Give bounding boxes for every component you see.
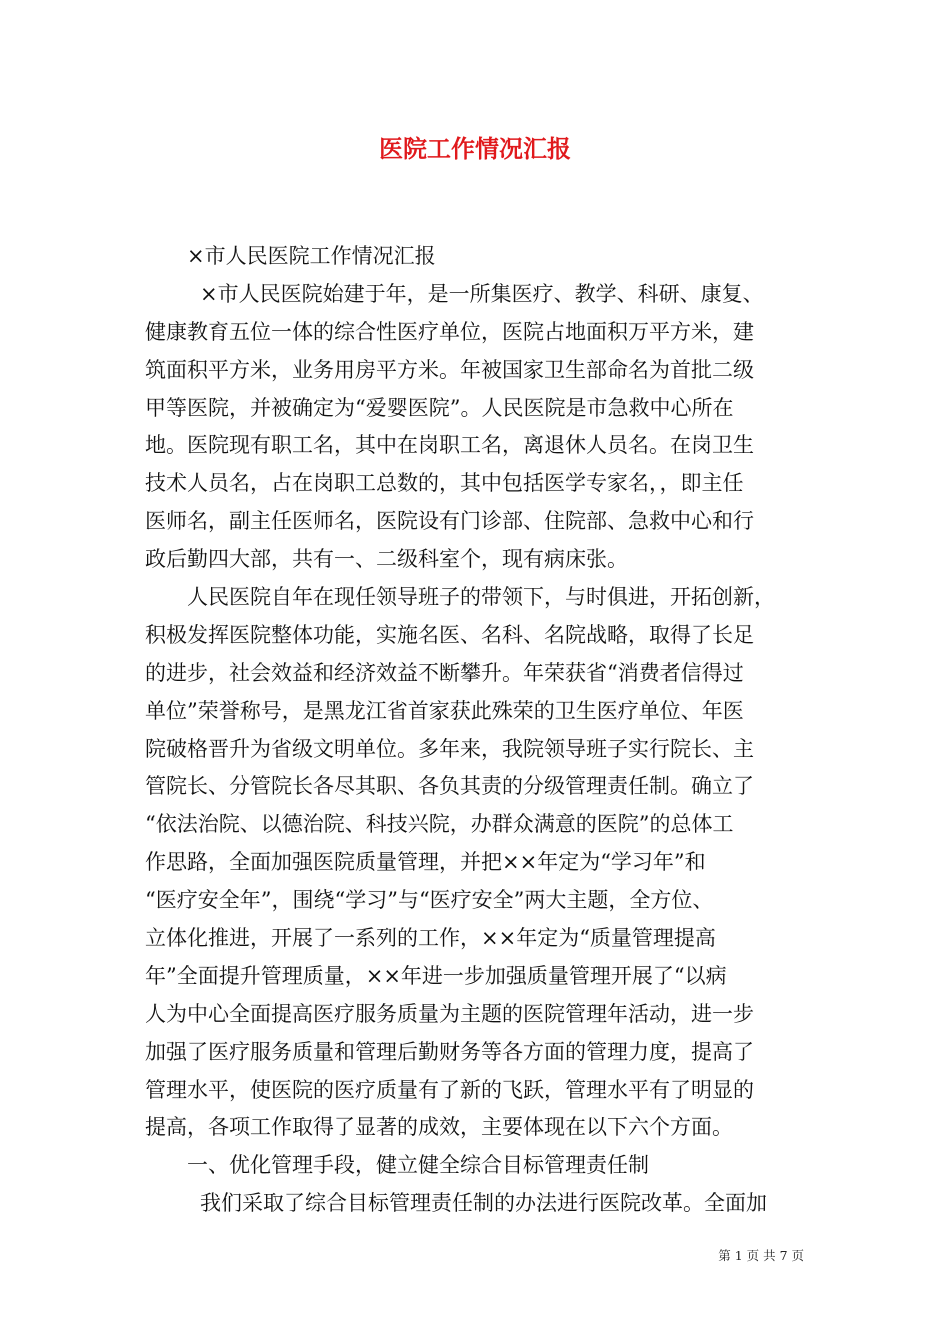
body-line: 的进步，社会效益和经济效益不断攀升。年荣获省“消费者信得过 [145, 660, 744, 685]
section-heading: 一、优化管理手段，健立健全综合目标管理责任制 [187, 1153, 649, 1178]
body-line: 年”全面提升管理质量，××年进一步加强质量管理开展了“以病 [145, 963, 727, 988]
document-title: 医院工作情况汇报 [379, 134, 571, 163]
body-line: 地。医院现有职工名，其中在岗职工名，离退休人员名。在岗卫生 [145, 433, 754, 458]
body-line: “医疗安全年”，围绕“学习”与“医疗安全”两大主题，全方位、 [145, 888, 714, 913]
body-line: 政后勤四大部，共有一、二级科室个，现有病床张。 [145, 547, 628, 572]
body-line: 单位”荣誉称号，是黑龙江省首家获此殊荣的卫生医疗单位、年医 [145, 698, 744, 723]
body-line: 院破格晋升为省级文明单位。多年来，我院领导班子实行院长、主 [145, 736, 754, 761]
body-line: “依法治院、以德治院、科技兴院，办群众满意的医院”的总体工 [145, 812, 734, 837]
body-line: 技术人员名，占在岗职工总数的，其中包括医学专家名，，即主任 [145, 471, 744, 496]
body-line: 医师名，副主任医师名，医院设有门诊部、住院部、急救中心和行 [145, 509, 754, 534]
body-line: 管理水平，使医院的医疗质量有了新的飞跃，管理水平有了明显的 [145, 1077, 754, 1102]
page-number: 第 1 页 共 7 页 [718, 1248, 804, 1263]
body-line: 作思路，全面加强医院质量管理，并把××年定为“学习年”和 [145, 850, 706, 875]
document-body [145, 238, 810, 1223]
body-line: 甲等医院，并被确定为“爱婴医院”。人民医院是市急救中心所在 [145, 395, 734, 420]
body-line: 我们采取了综合目标管理责任制的办法进行医院改革。全面加 [200, 1191, 767, 1216]
body-line: 健康教育五位一体的综合性医疗单位，医院占地面积万平方米，建 [145, 319, 754, 344]
body-line: ×市人民医院始建于年，是一所集医疗、教学、科研、康复、 [200, 281, 764, 306]
body-line: 管院长、分管院长各尽其职、各负其责的分级管理责任制。确立了 [145, 774, 754, 799]
body-line: 人为中心全面提高医疗服务质量为主题的医院管理年活动，进一步 [145, 1001, 754, 1026]
body-line: 立体化推进，开展了一系列的工作，××年定为“质量管理提高 [145, 926, 716, 951]
body-line: 提高，各项工作取得了显著的成效，主要体现在以下六个方面。 [145, 1115, 733, 1140]
body-line: ×市人民医院工作情况汇报 [187, 244, 436, 268]
body-line: 筑面积平方米，业务用房平方米。年被国家卫生部命名为首批二级 [145, 357, 754, 382]
body-line: 人民医院自年在现任领导班子的带领下，与时俱进，开拓创新， [187, 585, 775, 610]
body-line: 加强了医疗服务质量和管理后勤财务等各方面的管理力度，提高了 [145, 1039, 754, 1064]
body-line: 积极发挥医院整体功能，实施名医、名科、名院战略，取得了长足 [145, 622, 754, 647]
